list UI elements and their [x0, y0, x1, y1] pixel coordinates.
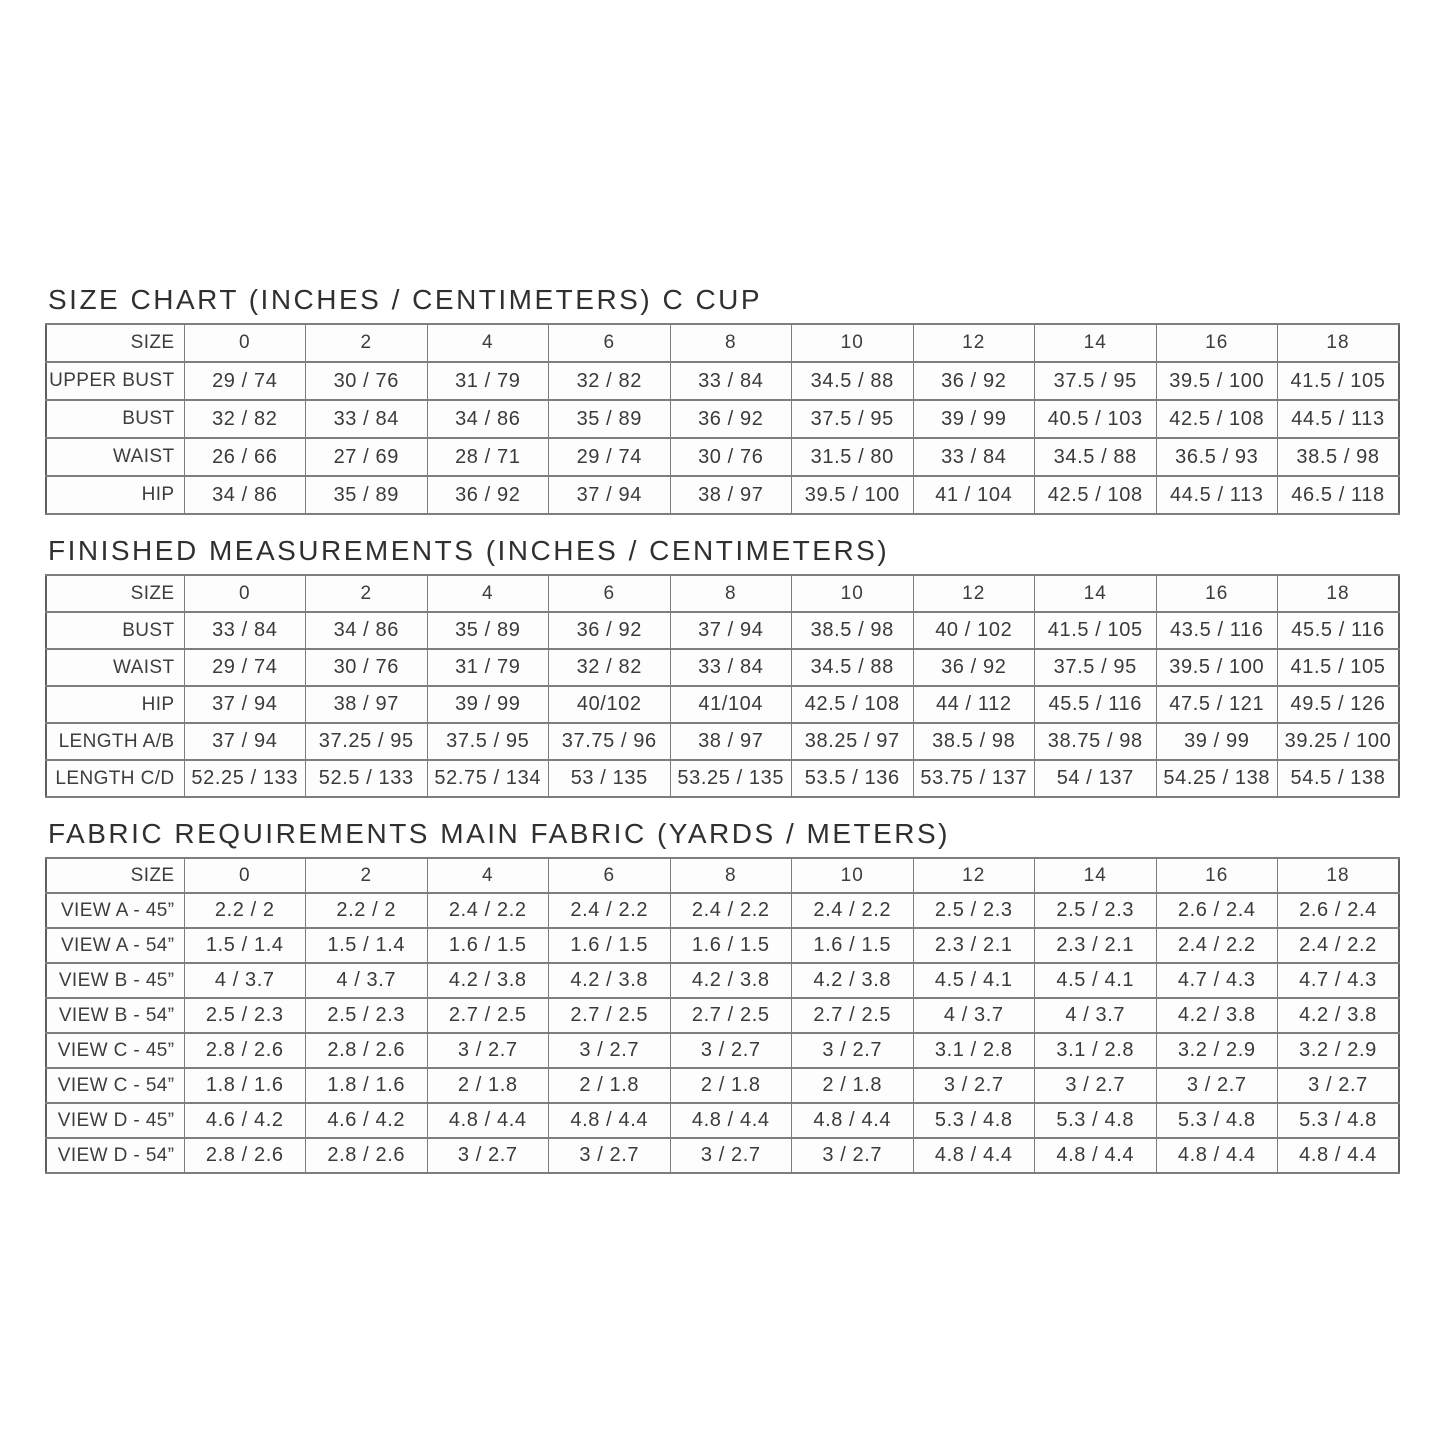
measurement-cell: 4.8 / 4.4 — [913, 1138, 1035, 1173]
measurement-cell: 3 / 2.7 — [1156, 1068, 1278, 1103]
measurement-cell: 27 / 69 — [306, 438, 428, 476]
measurement-cell: 39.5 / 100 — [792, 476, 914, 514]
header-row — [46, 575, 1399, 612]
measurement-cell: 53.5 / 136 — [792, 760, 914, 797]
measurement-cell: 37.5 / 95 — [427, 723, 549, 760]
measurement-cell: 32 / 82 — [184, 400, 306, 438]
measurement-cell: 3 / 2.7 — [913, 1068, 1035, 1103]
size-column-header: 4 — [427, 324, 549, 362]
table-row — [46, 1103, 1399, 1138]
finished-measurements-table — [45, 574, 1400, 798]
measurement-cell: 4 / 3.7 — [913, 998, 1035, 1033]
measurement-cell: 38 / 97 — [306, 686, 428, 723]
table-row — [46, 1138, 1399, 1173]
fabric-requirements-title: FABRIC REQUIREMENTS MAIN FABRIC (YARDS / METERS) — [48, 818, 951, 849]
measurement-cell: 2 / 1.8 — [427, 1068, 549, 1103]
measurement-cell: 4.8 / 4.4 — [427, 1103, 549, 1138]
measurement-cell: 36 / 92 — [913, 649, 1035, 686]
measurement-cell: 2 / 1.8 — [670, 1068, 792, 1103]
size-column-header: 16 — [1156, 575, 1278, 612]
table-row — [46, 438, 1399, 476]
measurement-cell: 4.5 / 4.1 — [913, 963, 1035, 998]
size-column-header: 18 — [1278, 324, 1400, 362]
fabric-requirements-section — [45, 818, 1400, 1174]
row-label: VIEW B - 54” — [46, 998, 184, 1033]
measurement-cell: 33 / 84 — [670, 362, 792, 400]
measurement-cell: 53 / 135 — [549, 760, 671, 797]
measurement-cell: 2.4 / 2.2 — [792, 893, 914, 928]
measurement-cell: 43.5 / 116 — [1156, 612, 1278, 649]
measurement-cell: 53.75 / 137 — [913, 760, 1035, 797]
size-column-header: 8 — [670, 575, 792, 612]
measurement-cell: 1.8 / 1.6 — [306, 1068, 428, 1103]
measurement-cell: 4.8 / 4.4 — [1156, 1138, 1278, 1173]
measurement-cell: 2.6 / 2.4 — [1278, 893, 1400, 928]
measurement-cell: 4 / 3.7 — [306, 963, 428, 998]
size-column-header: 16 — [1156, 858, 1278, 893]
measurement-cell: 4.8 / 4.4 — [549, 1103, 671, 1138]
row-label: LENGTH C/D — [46, 760, 184, 797]
measurement-cell: 41.5 / 105 — [1278, 649, 1400, 686]
size-column-header: 16 — [1156, 324, 1278, 362]
measurement-cell: 1.6 / 1.5 — [670, 928, 792, 963]
measurement-cell: 2.3 / 2.1 — [1035, 928, 1157, 963]
measurement-cell: 30 / 76 — [306, 362, 428, 400]
measurement-cell: 2.7 / 2.5 — [792, 998, 914, 1033]
measurement-cell: 49.5 / 126 — [1278, 686, 1400, 723]
row-label: VIEW A - 45” — [46, 893, 184, 928]
table-row — [46, 928, 1399, 963]
measurement-cell: 36 / 92 — [427, 476, 549, 514]
measurement-cell: 31 / 79 — [427, 362, 549, 400]
size-column-header: 12 — [913, 858, 1035, 893]
measurement-cell: 2.7 / 2.5 — [670, 998, 792, 1033]
size-chart-table — [45, 323, 1400, 515]
header-row — [46, 858, 1399, 893]
measurement-cell: 35 / 89 — [427, 612, 549, 649]
measurement-cell: 36 / 92 — [549, 612, 671, 649]
table-row — [46, 612, 1399, 649]
size-column-header: 2 — [306, 575, 428, 612]
fabric-requirements-table — [45, 857, 1400, 1174]
measurement-cell: 4.2 / 3.8 — [1156, 998, 1278, 1033]
measurement-cell: 2.5 / 2.3 — [184, 998, 306, 1033]
measurement-cell: 30 / 76 — [670, 438, 792, 476]
row-label: UPPER BUST — [46, 362, 184, 400]
measurement-cell: 2.5 / 2.3 — [913, 893, 1035, 928]
measurement-cell: 38 / 97 — [670, 476, 792, 514]
measurement-cell: 4.2 / 3.8 — [670, 963, 792, 998]
measurement-cell: 1.8 / 1.6 — [184, 1068, 306, 1103]
measurement-cell: 2.4 / 2.2 — [670, 893, 792, 928]
row-label: WAIST — [46, 438, 184, 476]
measurement-cell: 53.25 / 135 — [670, 760, 792, 797]
measurement-cell: 34 / 86 — [306, 612, 428, 649]
measurement-cell: 54 / 137 — [1035, 760, 1157, 797]
row-label: VIEW C - 54” — [46, 1068, 184, 1103]
row-label: LENGTH A/B — [46, 723, 184, 760]
table-row — [46, 723, 1399, 760]
measurement-cell: 2.5 / 2.3 — [1035, 893, 1157, 928]
measurement-cell: 54.5 / 138 — [1278, 760, 1400, 797]
measurement-cell: 2.3 / 2.1 — [913, 928, 1035, 963]
measurement-cell: 3 / 2.7 — [1278, 1068, 1400, 1103]
measurement-cell: 39 / 99 — [427, 686, 549, 723]
measurement-cell: 2.4 / 2.2 — [1156, 928, 1278, 963]
measurement-cell: 4.8 / 4.4 — [1035, 1138, 1157, 1173]
measurement-cell: 4.8 / 4.4 — [670, 1103, 792, 1138]
size-column-header: 4 — [427, 575, 549, 612]
measurement-cell: 45.5 / 116 — [1035, 686, 1157, 723]
measurement-cell: 1.5 / 1.4 — [184, 928, 306, 963]
measurement-cell: 3 / 2.7 — [670, 1138, 792, 1173]
measurement-cell: 1.5 / 1.4 — [306, 928, 428, 963]
measurement-cell: 52.5 / 133 — [306, 760, 428, 797]
measurement-cell: 5.3 / 4.8 — [1278, 1103, 1400, 1138]
size-column-header: 18 — [1278, 858, 1400, 893]
row-label: VIEW D - 54” — [46, 1138, 184, 1173]
table-row — [46, 963, 1399, 998]
measurement-cell: 29 / 74 — [549, 438, 671, 476]
measurement-cell: 3 / 2.7 — [670, 1033, 792, 1068]
measurement-cell: 5.3 / 4.8 — [1156, 1103, 1278, 1138]
measurement-cell: 45.5 / 116 — [1278, 612, 1400, 649]
measurement-cell: 28 / 71 — [427, 438, 549, 476]
measurement-cell: 4.2 / 3.8 — [549, 963, 671, 998]
measurement-cell: 37 / 94 — [549, 476, 671, 514]
measurement-cell: 26 / 66 — [184, 438, 306, 476]
measurement-cell: 31.5 / 80 — [792, 438, 914, 476]
measurement-cell: 3.2 / 2.9 — [1278, 1033, 1400, 1068]
size-column-header: 8 — [670, 858, 792, 893]
measurement-cell: 39.5 / 100 — [1156, 362, 1278, 400]
table-row — [46, 998, 1399, 1033]
measurement-cell: 39.25 / 100 — [1278, 723, 1400, 760]
measurement-cell: 44.5 / 113 — [1278, 400, 1400, 438]
measurement-cell: 2.4 / 2.2 — [1278, 928, 1400, 963]
size-column-header: 10 — [792, 324, 914, 362]
size-column-header: 6 — [549, 858, 671, 893]
row-label: VIEW B - 45” — [46, 963, 184, 998]
row-label: HIP — [46, 686, 184, 723]
measurement-cell: 2.7 / 2.5 — [427, 998, 549, 1033]
measurement-cell: 2.4 / 2.2 — [427, 893, 549, 928]
measurement-cell: 4.8 / 4.4 — [792, 1103, 914, 1138]
size-column-header: 14 — [1035, 324, 1157, 362]
measurement-cell: 34.5 / 88 — [792, 362, 914, 400]
measurement-cell: 37.5 / 95 — [1035, 362, 1157, 400]
measurement-cell: 41.5 / 105 — [1035, 612, 1157, 649]
measurement-cell: 52.25 / 133 — [184, 760, 306, 797]
measurement-cell: 39.5 / 100 — [1156, 649, 1278, 686]
measurement-cell: 4.7 / 4.3 — [1156, 963, 1278, 998]
measurement-cell: 44 / 112 — [913, 686, 1035, 723]
row-label: HIP — [46, 476, 184, 514]
measurement-cell: 2.8 / 2.6 — [184, 1138, 306, 1173]
measurement-cell: 3 / 2.7 — [549, 1138, 671, 1173]
measurement-cell: 38.75 / 98 — [1035, 723, 1157, 760]
measurement-cell: 31 / 79 — [427, 649, 549, 686]
measurement-cell: 2 / 1.8 — [792, 1068, 914, 1103]
measurement-cell: 40 / 102 — [913, 612, 1035, 649]
measurement-cell: 38.5 / 98 — [1278, 438, 1400, 476]
row-label: VIEW C - 45” — [46, 1033, 184, 1068]
measurement-cell: 42.5 / 108 — [792, 686, 914, 723]
measurement-cell: 33 / 84 — [184, 612, 306, 649]
measurement-cell: 39 / 99 — [913, 400, 1035, 438]
row-label: BUST — [46, 400, 184, 438]
size-column-header: 2 — [306, 324, 428, 362]
measurement-cell: 37.25 / 95 — [306, 723, 428, 760]
measurement-cell: 33 / 84 — [913, 438, 1035, 476]
measurement-cell: 34.5 / 88 — [792, 649, 914, 686]
measurement-cell: 41/104 — [670, 686, 792, 723]
measurement-cell: 32 / 82 — [549, 649, 671, 686]
measurement-cell: 1.6 / 1.5 — [792, 928, 914, 963]
measurement-cell: 2.8 / 2.6 — [184, 1033, 306, 1068]
table-row — [46, 1068, 1399, 1103]
measurement-cell: 4.5 / 4.1 — [1035, 963, 1157, 998]
measurement-cell: 38.5 / 98 — [792, 612, 914, 649]
finished-measurements-section — [45, 535, 1400, 798]
measurement-cell: 2.2 / 2 — [306, 893, 428, 928]
measurement-cell: 41.5 / 105 — [1278, 362, 1400, 400]
measurement-cell: 4.2 / 3.8 — [792, 963, 914, 998]
table-row — [46, 476, 1399, 514]
measurement-cell: 29 / 74 — [184, 362, 306, 400]
measurement-cell: 4 / 3.7 — [184, 963, 306, 998]
measurement-cell: 2.8 / 2.6 — [306, 1138, 428, 1173]
measurement-cell: 36.5 / 93 — [1156, 438, 1278, 476]
measurement-cell: 3 / 2.7 — [792, 1033, 914, 1068]
size-header-label: SIZE — [46, 324, 184, 362]
measurement-cell: 42.5 / 108 — [1156, 400, 1278, 438]
measurement-cell: 2 / 1.8 — [549, 1068, 671, 1103]
size-column-header: 14 — [1035, 858, 1157, 893]
measurement-cell: 3.1 / 2.8 — [1035, 1033, 1157, 1068]
measurement-cell: 38.25 / 97 — [792, 723, 914, 760]
measurement-cell: 32 / 82 — [549, 362, 671, 400]
size-column-header: 10 — [792, 858, 914, 893]
measurement-cell: 3 / 2.7 — [427, 1138, 549, 1173]
header-row — [46, 324, 1399, 362]
table-row — [46, 649, 1399, 686]
measurement-cell: 37.75 / 96 — [549, 723, 671, 760]
measurement-cell: 38.5 / 98 — [913, 723, 1035, 760]
measurement-cell: 30 / 76 — [306, 649, 428, 686]
measurement-cell: 33 / 84 — [306, 400, 428, 438]
measurement-cell: 3 / 2.7 — [549, 1033, 671, 1068]
measurement-cell: 46.5 / 118 — [1278, 476, 1400, 514]
table-row — [46, 760, 1399, 797]
measurement-cell: 37 / 94 — [184, 686, 306, 723]
measurement-cell: 3.2 / 2.9 — [1156, 1033, 1278, 1068]
measurement-cell: 4.2 / 3.8 — [1278, 998, 1400, 1033]
measurement-cell: 4.6 / 4.2 — [184, 1103, 306, 1138]
size-column-header: 0 — [184, 324, 306, 362]
measurement-cell: 34 / 86 — [184, 476, 306, 514]
measurement-cell: 3 / 2.7 — [427, 1033, 549, 1068]
measurement-cell: 36 / 92 — [913, 362, 1035, 400]
table-row — [46, 686, 1399, 723]
measurement-cell: 33 / 84 — [670, 649, 792, 686]
measurement-cell: 2.8 / 2.6 — [306, 1033, 428, 1068]
size-column-header: 14 — [1035, 575, 1157, 612]
row-label: BUST — [46, 612, 184, 649]
measurement-cell: 34.5 / 88 — [1035, 438, 1157, 476]
measurement-cell: 39 / 99 — [1156, 723, 1278, 760]
row-label: VIEW A - 54” — [46, 928, 184, 963]
size-header-label: SIZE — [46, 575, 184, 612]
measurement-cell: 37 / 94 — [670, 612, 792, 649]
size-column-header: 0 — [184, 858, 306, 893]
size-column-header: 6 — [549, 324, 671, 362]
measurement-cell: 52.75 / 134 — [427, 760, 549, 797]
measurement-cell: 54.25 / 138 — [1156, 760, 1278, 797]
measurement-cell: 47.5 / 121 — [1156, 686, 1278, 723]
measurement-cell: 37 / 94 — [184, 723, 306, 760]
measurement-cell: 40.5 / 103 — [1035, 400, 1157, 438]
measurement-cell: 2.6 / 2.4 — [1156, 893, 1278, 928]
measurement-cell: 37.5 / 95 — [792, 400, 914, 438]
size-header-label: SIZE — [46, 858, 184, 893]
row-label: WAIST — [46, 649, 184, 686]
measurement-cell: 3 / 2.7 — [792, 1138, 914, 1173]
measurement-cell: 4 / 3.7 — [1035, 998, 1157, 1033]
size-chart-section — [45, 284, 1400, 515]
measurement-cell: 2.5 / 2.3 — [306, 998, 428, 1033]
measurement-cell: 2.4 / 2.2 — [549, 893, 671, 928]
measurement-cell: 4.6 / 4.2 — [306, 1103, 428, 1138]
table-row — [46, 1033, 1399, 1068]
measurement-cell: 44.5 / 113 — [1156, 476, 1278, 514]
table-row — [46, 400, 1399, 438]
measurement-cell: 4.8 / 4.4 — [1278, 1138, 1400, 1173]
size-column-header: 12 — [913, 575, 1035, 612]
measurement-cell: 42.5 / 108 — [1035, 476, 1157, 514]
size-column-header: 0 — [184, 575, 306, 612]
finished-measurements-title: FINISHED MEASUREMENTS (INCHES / CENTIMETERS) — [48, 535, 890, 566]
measurement-cell: 37.5 / 95 — [1035, 649, 1157, 686]
measurement-cell: 3 / 2.7 — [1035, 1068, 1157, 1103]
size-column-header: 6 — [549, 575, 671, 612]
size-column-header: 12 — [913, 324, 1035, 362]
table-row — [46, 893, 1399, 928]
size-column-header: 18 — [1278, 575, 1400, 612]
measurement-cell: 3.1 / 2.8 — [913, 1033, 1035, 1068]
size-column-header: 2 — [306, 858, 428, 893]
measurement-cell: 40/102 — [549, 686, 671, 723]
measurement-cell: 34 / 86 — [427, 400, 549, 438]
measurement-cell: 5.3 / 4.8 — [1035, 1103, 1157, 1138]
measurement-cell: 5.3 / 4.8 — [913, 1103, 1035, 1138]
measurement-cell: 4.2 / 3.8 — [427, 963, 549, 998]
measurement-cell: 2.7 / 2.5 — [549, 998, 671, 1033]
measurement-cell: 36 / 92 — [670, 400, 792, 438]
size-column-header: 10 — [792, 575, 914, 612]
measurement-cell: 29 / 74 — [184, 649, 306, 686]
measurement-cell: 2.2 / 2 — [184, 893, 306, 928]
size-column-header: 8 — [670, 324, 792, 362]
measurement-cell: 41 / 104 — [913, 476, 1035, 514]
table-row — [46, 362, 1399, 400]
measurement-cell: 1.6 / 1.5 — [427, 928, 549, 963]
size-chart-title: SIZE CHART (INCHES / CENTIMETERS) C CUP — [48, 284, 763, 315]
measurement-cell: 1.6 / 1.5 — [549, 928, 671, 963]
measurement-cell: 35 / 89 — [549, 400, 671, 438]
row-label: VIEW D - 45” — [46, 1103, 184, 1138]
size-column-header: 4 — [427, 858, 549, 893]
measurement-cell: 4.7 / 4.3 — [1278, 963, 1400, 998]
measurement-cell: 38 / 97 — [670, 723, 792, 760]
measurement-cell: 35 / 89 — [306, 476, 428, 514]
